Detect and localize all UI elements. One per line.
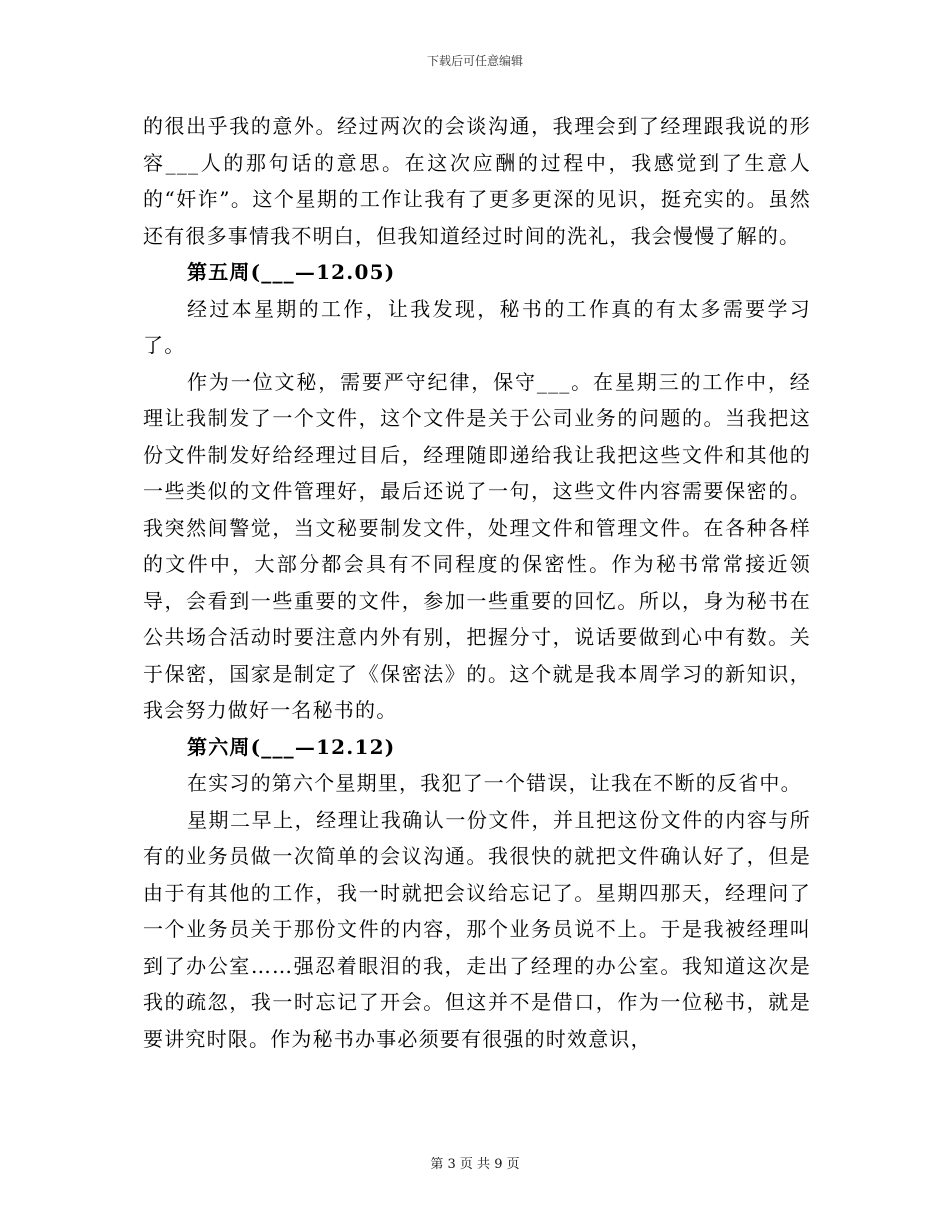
section-heading-week-6: 第六周(___—12.12) <box>187 734 396 759</box>
paragraph-continuation: 的很出乎我的意外。经过两次的会谈沟通，我理会到了经理跟我说的形容___人的那句话的意思。在这次应酬的过程中，我感觉到了生意人的“奸诈”。这个星期的工作让我有了更多更深的见识，挺充实的。虽然还有很多事情我不明白，但我知道经过时间的洗礼，我会慢慢了解的。 <box>143 114 811 248</box>
section-heading-week-5: 第五周(___—12.05) <box>187 260 396 284</box>
paragraph: 经过本星期的工作，让我发现，秘书的工作真的有太多需要学习了。 <box>143 296 811 357</box>
page-header: 下载后可任意编辑 <box>426 54 523 68</box>
page-number: 第 3 页 共 9 页 <box>430 1157 520 1172</box>
paragraph: 在实习的第六个星期里，我犯了一个错误，让我在不断的反省中。 <box>187 771 802 795</box>
paragraph: 星期二早上，经理让我确认一份文件，并且把这份文件的内容与所有的业务员做一次简单的会议沟通。我很快的就把文件确认好了，但是由于有其他的工作，我一时就把会议给忘记了。星期四那天，经理问了一个业务员关于那份文件的内容，那个业务员说不上。于是我被经理叫到了办公室……强忍着眼泪的我，走出了经理的办公室。我知道这次是我的疏忽，我一时忘记了开会。但这并不是借口，作为一位秘书，就是要讲究时限。作为秘书办事必须要有很强的时效意识， <box>143 807 811 1051</box>
document-body <box>143 108 811 1057</box>
paragraph: 作为一位文秘，需要严守纪律，保守___。在星期三的工作中，经理让我制发了一个文件，这个文件是关于公司业务的问题的。当我把这份文件制发好给经理过目后，经理随即递给我让我把这些文件和其他的一些类似的文件管理好，最后还说了一句，这些文件内容需要保密的。我突然间警觉，当文秘要制发文件，处理文件和管理文件。在各种各样的文件中，大部分都会具有不同程度的保密性。作为秘书常常接近领导，会看到一些重要的文件，参加一些重要的回忆。所以，身为秘书在公共场合活动时要注意内外有别，把握分寸，说话要做到心中有数。关于保密，国家是制定了《保密法》的。这个就是我本周学习的新知识，我会努力做好一名秘书的。 <box>143 369 811 722</box>
